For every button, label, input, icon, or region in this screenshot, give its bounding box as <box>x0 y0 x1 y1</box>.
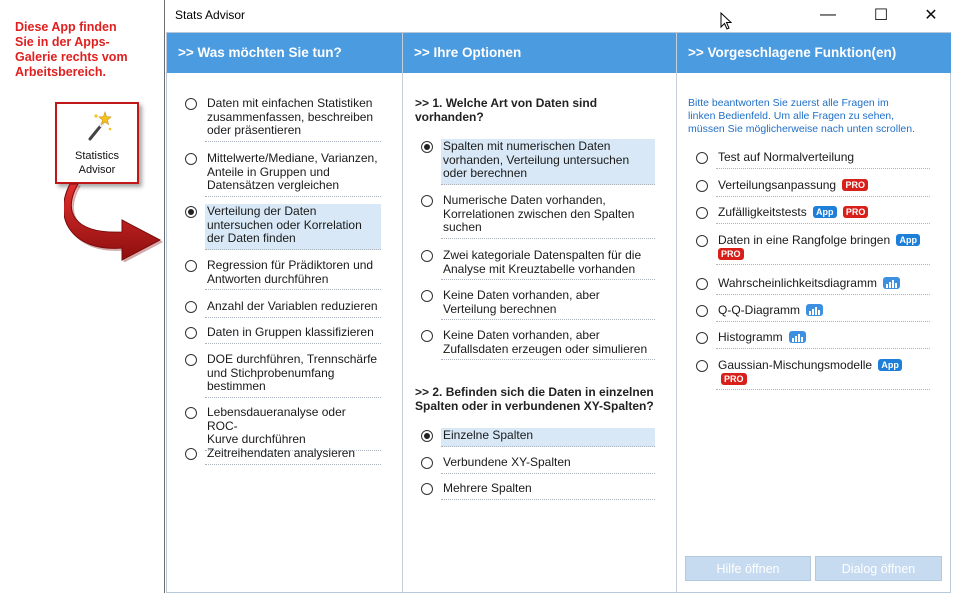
task-option-time-series[interactable]: Zeitreihendaten analysieren <box>185 446 381 465</box>
radio-button[interactable] <box>185 153 197 165</box>
pro-badge: PRO <box>721 373 747 385</box>
radio-button[interactable] <box>696 332 708 344</box>
radio-button-selected[interactable] <box>421 141 433 153</box>
magic-wand-icon <box>81 110 113 142</box>
task-option-summarize[interactable]: Daten mit einfachen Statistiken zusammenfassen, beschreiben oder präsentieren <box>185 96 381 142</box>
question-2: >> 2. Befinden sich die Daten in einzelnen Spalten oder in verbundenen XY-Spalten? <box>415 385 654 413</box>
radio-button-selected[interactable] <box>421 430 433 442</box>
radio-button[interactable] <box>185 301 197 313</box>
radio-button[interactable] <box>421 330 433 342</box>
close-button[interactable]: ✕ <box>924 7 938 24</box>
task-option-regression[interactable]: Regression für Prädiktoren und Antworten durchführen <box>185 258 381 290</box>
column-option-single[interactable]: Einzelne Spalten <box>421 428 655 447</box>
radio-button[interactable] <box>185 98 197 110</box>
question-1: >> 1. Welche Art von Daten sind vorhanden? <box>415 96 598 124</box>
task-option-reduce-variables[interactable]: Anzahl der Variablen reduzieren <box>185 299 381 318</box>
task-option-distribution[interactable]: Verteilung der Daten untersuchen oder Korrelation der Daten finden <box>185 204 381 250</box>
function-qq-plot[interactable]: Q-Q-Diagramm <box>696 303 930 322</box>
radio-button-selected[interactable] <box>185 206 197 218</box>
radio-button[interactable] <box>421 250 433 262</box>
radio-button[interactable] <box>696 235 708 247</box>
radio-button[interactable] <box>696 305 708 317</box>
function-randomness-tests[interactable]: Zufälligkeitstests App PRO <box>696 205 930 224</box>
open-dialog-button[interactable]: Dialog öffnen <box>815 556 942 581</box>
radio-button[interactable] <box>696 207 708 219</box>
scroll-hint-text: Bitte beantworten Sie zuerst alle Fragen im linken Bedienfeld. Um alle Fragen zu sehen, müssen Sie möglicherweise nach unten scrollen. <box>688 97 916 135</box>
bar-chart-icon <box>789 331 806 343</box>
bar-chart-icon <box>883 277 900 289</box>
radio-button[interactable] <box>696 360 708 372</box>
bar-chart-icon <box>806 304 823 316</box>
app-badge: App <box>896 234 920 246</box>
title-bar[interactable] <box>165 0 954 30</box>
app-badge: App <box>813 206 837 218</box>
radio-button[interactable] <box>696 180 708 192</box>
task-option-doe[interactable]: DOE durchführen, Trennschärfe und Stichprobenumfang bestimmen <box>185 352 381 398</box>
advisor-panels <box>166 32 951 593</box>
stats-advisor-window <box>164 0 954 593</box>
data-option-no-data-simulate[interactable]: Keine Daten vorhanden, aber Zufallsdaten erzeugen oder simulieren <box>421 328 655 360</box>
task-option-compare[interactable]: Mittelwerte/Mediane, Varianzen, Anteile in Gruppen und Datensätzen vergleichen <box>185 151 381 197</box>
task-panel <box>167 33 403 592</box>
radio-button[interactable] <box>421 195 433 207</box>
column-option-xy[interactable]: Verbundene XY-Spalten <box>421 455 655 474</box>
suggestions-panel-header: >> Vorgeschlagene Funktion(en) <box>677 33 951 73</box>
pro-badge: PRO <box>718 248 744 260</box>
curved-arrow-icon <box>64 182 164 262</box>
data-option-crosstab[interactable]: Zwei kategoriale Datenspalten für die Analyse mit Kreuztabelle vorhanden <box>421 248 655 280</box>
radio-button[interactable] <box>421 457 433 469</box>
data-option-numeric-columns[interactable]: Spalten mit numerischen Daten vorhanden, Verteilung untersuchen oder berechnen <box>421 139 655 185</box>
pro-badge: PRO <box>842 179 868 191</box>
options-panel-header: >> Ihre Optionen <box>403 33 676 73</box>
app-tile-label: Statistics Advisor <box>74 150 119 176</box>
open-help-button[interactable]: Hilfe öffnen <box>685 556 811 581</box>
radio-button[interactable] <box>696 278 708 290</box>
pro-badge: PRO <box>843 206 869 218</box>
app-badge: App <box>878 359 902 371</box>
task-option-survival-roc[interactable]: Lebensdaueranalyse oder ROC- Kurve durchführen <box>185 405 381 451</box>
radio-button[interactable] <box>421 290 433 302</box>
minimize-button[interactable]: — <box>820 6 836 23</box>
radio-button[interactable] <box>185 354 197 366</box>
radio-button[interactable] <box>185 407 197 419</box>
data-option-no-data-distribution[interactable]: Keine Daten vorhanden, aber Verteilung berechnen <box>421 288 655 320</box>
function-distribution-fit[interactable]: Verteilungsanpassung PRO <box>696 178 930 197</box>
window-title: Stats Advisor <box>175 8 246 22</box>
column-option-multiple[interactable]: Mehrere Spalten <box>421 481 655 500</box>
options-panel <box>403 33 677 592</box>
statistics-advisor-app-tile[interactable] <box>55 102 139 184</box>
function-probability-plot[interactable]: Wahrscheinlichkeitsdiagramm <box>696 276 930 295</box>
mouse-pointer-icon <box>720 12 732 30</box>
radio-button[interactable] <box>696 152 708 164</box>
function-normality-test[interactable]: Test auf Normalverteilung <box>696 150 930 169</box>
task-panel-header: >> Was möchten Sie tun? <box>167 33 402 73</box>
radio-button[interactable] <box>421 483 433 495</box>
task-option-classify[interactable]: Daten in Gruppen klassifizieren <box>185 325 381 344</box>
gallery-hint-note: Diese App finden Sie in der Apps- Galerie rechts vom Arbeitsbereich. <box>15 20 128 79</box>
function-histogram[interactable]: Histogramm <box>696 330 930 349</box>
suggestions-panel <box>677 33 951 592</box>
data-option-correlations[interactable]: Numerische Daten vorhanden, Korrelationen zwischen den Spalten suchen <box>421 193 655 239</box>
function-gaussian-mixture[interactable]: Gaussian-Mischungsmodelle App PRO <box>696 358 930 390</box>
radio-button[interactable] <box>185 260 197 272</box>
radio-button[interactable] <box>185 448 197 460</box>
radio-button[interactable] <box>185 327 197 339</box>
maximize-button[interactable]: ☐ <box>873 7 889 24</box>
function-rank-data[interactable]: Daten in eine Rangfolge bringen App PRO <box>696 233 930 265</box>
